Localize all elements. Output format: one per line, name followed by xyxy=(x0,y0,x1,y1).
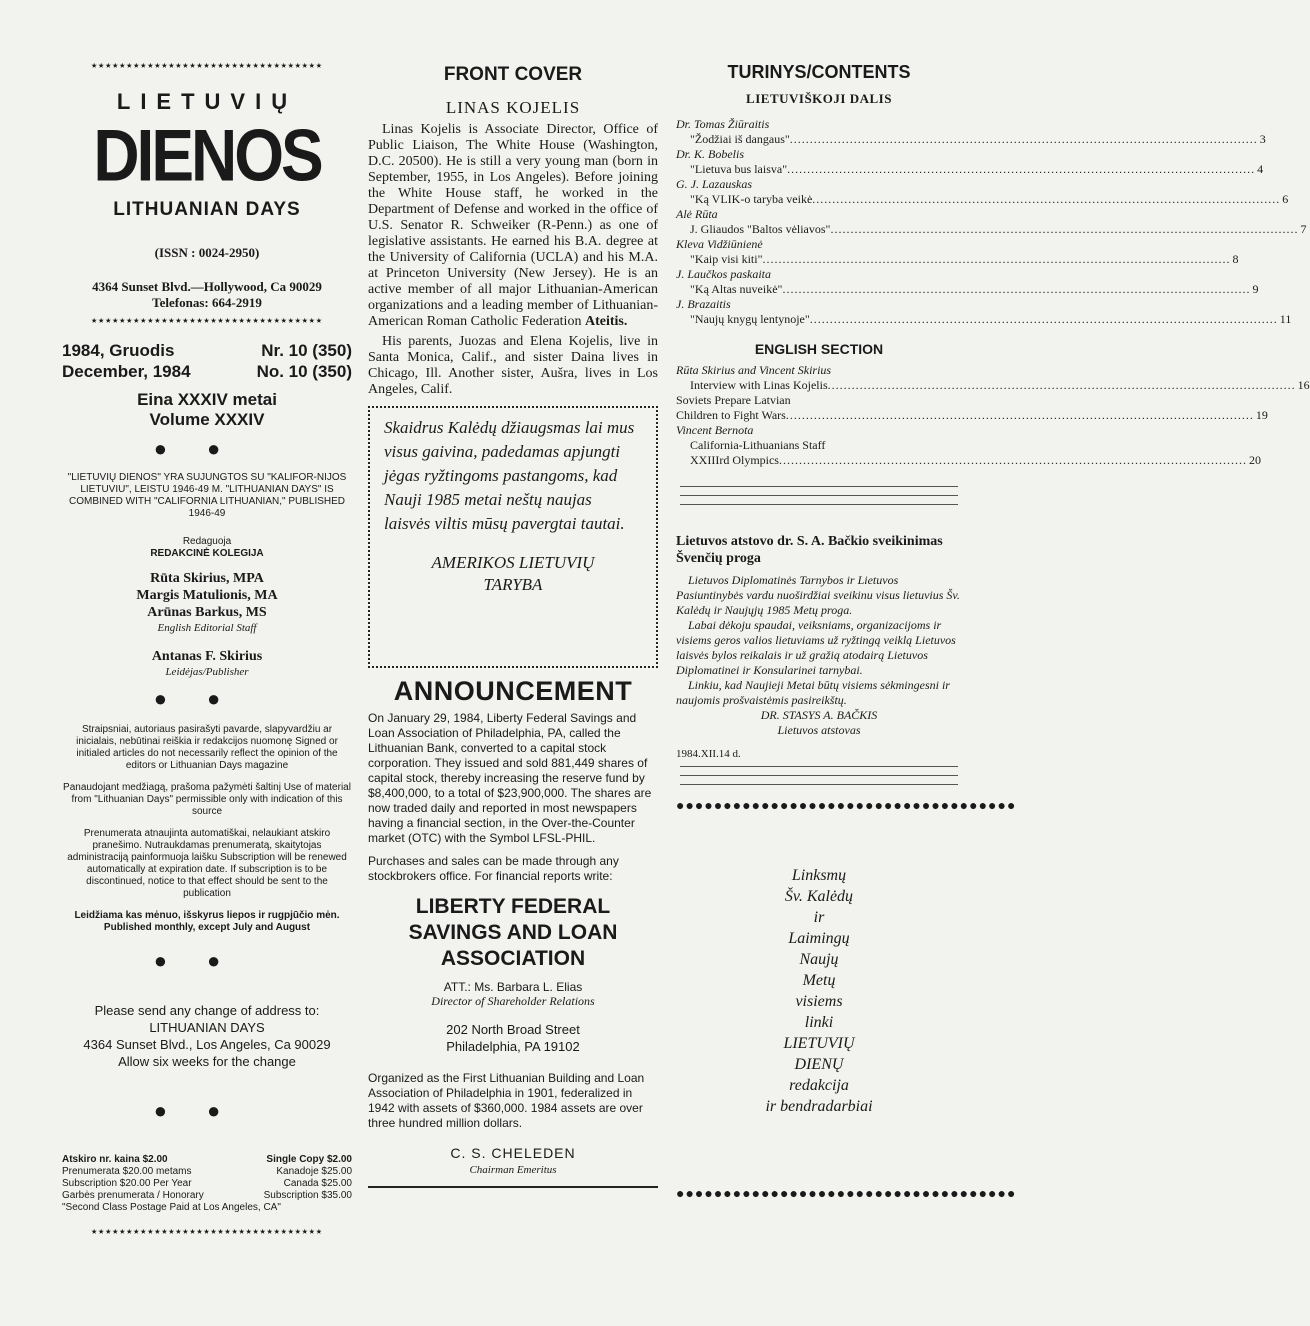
toc-page: 8 xyxy=(1232,252,1239,266)
subscription-note: Prenumerata atnaujinta automatiškai, nelaukiant atskiro pranešimo. Nutraukdamas prenumeratą, skaitytojas administraciją painformuoja laišku Subscription will be renewed automatically at expiration date. If subscription is to be discontinued, notice to that effect should be sent to the publication xyxy=(67,828,347,899)
column-rule xyxy=(368,1186,658,1188)
monthly-note-lt: Leidžiama kas mėnuo, išskyrus liepos ir rugpjūčio mėn. xyxy=(74,910,340,921)
masthead-title-top: LIETUVIŲ xyxy=(116,89,298,114)
price-row xyxy=(62,1154,352,1166)
toc-entry xyxy=(676,207,1307,237)
attention-role: Director of Shareholder Relations xyxy=(431,994,595,1008)
toc-page: 11 xyxy=(1279,312,1292,326)
christmas-line: Naujų xyxy=(799,951,839,968)
price-left: Subscription $20.00 Per Year xyxy=(62,1178,192,1189)
horizontal-rule xyxy=(680,495,958,496)
toc-author: J. Laučkos paskaita xyxy=(676,267,771,281)
staff-role: English Editorial Staff xyxy=(157,622,257,634)
staff-list xyxy=(62,570,352,636)
toc-title: XXIIIrd Olympics xyxy=(690,453,779,467)
christmas-line: Laimingų xyxy=(788,930,850,947)
staff-name: Margis Matulionis, MA xyxy=(136,588,278,603)
toc-page: 6 xyxy=(1282,192,1289,206)
toc-author: Vincent Bernota xyxy=(676,423,754,437)
issue-date-en: December, 1984 xyxy=(62,362,191,381)
address-change-block xyxy=(62,1002,352,1070)
toc-title: "Ką Altas nuveikė" xyxy=(690,282,783,296)
monthly-note-en: Published monthly, except July and August xyxy=(103,922,311,933)
english-section-heading: ENGLISH SECTION xyxy=(754,341,884,357)
announcement-heading: ANNOUNCEMENT xyxy=(393,676,633,706)
dot-divider: ●●●●●●●●●●●●●●●●●●●●●●●●●●●●●●●●●●●● xyxy=(676,797,1017,813)
rule-group xyxy=(676,766,962,785)
christmas-line: Šv. Kalėdų xyxy=(784,888,854,905)
star-divider: ★★★★★★★★★★★★★★★★★★★★★★★★★★★★★★★★★ xyxy=(91,1226,323,1237)
greeting-signature-line: AMERIKOS LIETUVIŲ xyxy=(431,553,595,572)
issue-info xyxy=(62,340,352,382)
envoy-signature: DR. STASYS A. BAČKIS xyxy=(760,708,878,722)
address-change-line: Please send any change of address to: xyxy=(94,1003,320,1018)
envoy-message-paragraph: Labai dėkoju spaudai, veiksniams, organizacijoms ir visiems geros valios lietuviams už ryžtingą veiklą Lietuvos laisvės bylos reikalais ir už gražią atodairą Lietuvos Diplomatinei ir Konsularinei tarnybai. xyxy=(676,618,956,677)
toc-author: G. J. Lazauskas xyxy=(676,177,753,191)
toc-title: "Žodžiai iš dangaus" xyxy=(690,132,790,146)
issue-number-lt: Nr. 10 (350) xyxy=(261,341,352,360)
staff-name: Rūta Skirius, MPA xyxy=(150,571,264,586)
editorial-board: REDAKCINĖ KOLEGIJA xyxy=(150,548,264,559)
price-left: Prenumerata $20.00 metams xyxy=(62,1166,192,1177)
horizontal-rule xyxy=(680,775,958,776)
bullet-divider: ●● xyxy=(153,686,261,711)
price-left: Garbės prenumerata / Honorary xyxy=(62,1190,204,1201)
toc-title: Interview with Linas Kojelis xyxy=(690,378,828,392)
christmas-line: visiems xyxy=(795,993,843,1010)
material-use-note: Panaudojant medžiagą, prašoma pažymėti šaltinį Use of material from "Lithuanian Days" permissible only with indication of this source xyxy=(63,782,351,817)
christmas-line: DIENŲ xyxy=(794,1056,844,1073)
price-row xyxy=(62,1190,352,1202)
greeting-signature-line: TARYBA xyxy=(483,575,543,594)
masthead-subtitle: LITHUANIAN DAYS xyxy=(113,199,301,220)
price-left: Atskiro nr. kaina $2.00 xyxy=(62,1154,168,1165)
toc-author: Alė Rūta xyxy=(676,207,718,221)
phone-line: Telefonas: 664-2919 xyxy=(152,295,262,310)
christmas-line: LIETUVIŲ xyxy=(783,1035,855,1052)
toc-title: Children to Fight Wars xyxy=(676,408,786,422)
christmas-line: Metų xyxy=(802,972,836,989)
masthead-title-big: DIENOS xyxy=(93,113,321,197)
bank-name-line: ASSOCIATION xyxy=(440,947,586,970)
issue-number-en: No. 10 (350) xyxy=(256,362,352,381)
horizontal-rule xyxy=(680,486,958,487)
publisher-block xyxy=(62,648,352,680)
bank-name-line: LIBERTY FEDERAL xyxy=(415,895,611,918)
lithuanian-contents-list xyxy=(676,117,1307,327)
bank-address-line: 202 North Broad Street xyxy=(446,1022,580,1037)
christmas-line: ir xyxy=(813,909,825,926)
issue-date-lt: 1984, Gruodis xyxy=(62,341,175,360)
announcement-paragraph-2: Purchases and sales can be made through any stockbrokers office. For financial reports write: xyxy=(368,854,619,883)
toc-entry xyxy=(676,177,1289,207)
combined-note: "LIETUVIŲ DIENOS" YRA SUJUNGTOS SU "KALIFOR-NIJOS LIETUVIU", LEISTU 1946-49 M. "LITHUANIAN DAYS" IS COMBINED WITH "CALIFORNIA LITHUANIAN," PUBLISHED 1946-49 xyxy=(67,472,347,519)
contents-heading: TURINYS/CONTENTS xyxy=(727,62,911,82)
bank-history: Organized as the First Lithuanian Building and Loan Association of Philadelphia in 1901, federalized in 1942 with assets of $360,000. 1984 assets are over three hundred million dollars. xyxy=(368,1071,645,1130)
toc-entry xyxy=(676,297,1292,327)
cover-announcement-column xyxy=(368,60,658,1188)
greeting-box xyxy=(368,406,658,668)
toc-author: Dr. K. Bobelis xyxy=(676,147,745,161)
horizontal-rule xyxy=(680,784,958,785)
cover-paragraph xyxy=(368,122,658,330)
star-divider: ★★★★★★★★★★★★★★★★★★★★★★★★★★★★★★★★★ xyxy=(91,315,323,326)
star-divider: ★★★★★★★★★★★★★★★★★★★★★★★★★★★★★★★★★ xyxy=(91,60,323,71)
toc-title: "Ką VLIK-o taryba veikė xyxy=(690,192,813,206)
announcement-paragraph: On January 29, 1984, Liberty Federal Savings and Loan Association of Philadelphia, PA, called the Lithuanian Bank, converted to a capital stock corporation. They issued and sold 881,449 shares of capital stock, thereby increasing the reserve fund by $8,400,000, to a total of $23,900,000. The shares are now traded daily and reported in most newspapers having a financial section, in the Over-the-Counter market (OTC) with the Symbol LFSL-PHIL. xyxy=(368,711,652,845)
attention-line: ATT.: Ms. Barbara L. Elias xyxy=(443,980,583,994)
toc-entry xyxy=(676,267,1259,297)
toc-title: "Lietuva bus laisva" xyxy=(690,162,788,176)
envoy-message-title: Lietuvos atstovo dr. S. A. Bačkio sveikinimas Švenčių proga xyxy=(676,534,943,566)
signed-articles-note: Straipsniai, autoriaus pasirašyti pavarde, slapyvardžiu ar inicialais, nebūtinai reiškia ir redakcijos nuomonę Signed or initialed articles do not necessarily reflect the opinion of the editors or Lithuanian Days magazine xyxy=(76,724,338,771)
lithuanian-section-heading: LIETUVIŠKOJI DALIS xyxy=(746,91,892,106)
toc-author: Rūta Skirius and Vincent Skirius xyxy=(676,363,832,377)
envoy-message-date: 1984.XII.14 d. xyxy=(676,748,741,760)
publisher-name: Antanas F. Skirius xyxy=(151,649,263,664)
horizontal-rule xyxy=(680,766,958,767)
toc-entry xyxy=(676,147,1264,177)
toc-page: 3 xyxy=(1259,132,1266,146)
christmas-line: ir bendradarbiai xyxy=(765,1098,873,1115)
bank-name-line: SAVINGS AND LOAN xyxy=(408,921,618,944)
christmas-line: linki xyxy=(804,1014,834,1031)
bullet-divider: ●● xyxy=(153,948,261,973)
bullet-divider: ●● xyxy=(153,436,261,461)
volume-en: Volume XXXIV xyxy=(149,410,265,429)
address-change-name: LITHUANIAN DAYS xyxy=(149,1020,265,1035)
toc-page: 19 xyxy=(1255,408,1268,422)
toc-page: 16 xyxy=(1297,378,1310,392)
toc-entry xyxy=(676,237,1239,267)
cover-paragraph-2: His parents, Juozas and Elena Kojelis, live in Santa Monica, Calif., and sister Daina lives in Chicago, Ill. Another sister, Aušra, lives in Los Angeles, Calif. xyxy=(368,334,658,397)
address-change-note: Allow six weeks for the change xyxy=(118,1054,296,1069)
bank-address-line: Philadelphia, PA 19102 xyxy=(446,1039,580,1054)
toc-author: Kleva Vidžiūnienė xyxy=(676,237,763,251)
issn: (ISSN : 0024-2950) xyxy=(154,245,260,260)
edited-by: Redaguoja xyxy=(182,536,232,547)
address-change-address: 4364 Sunset Blvd., Los Angeles, Ca 90029 xyxy=(83,1037,331,1052)
cover-paragraph-bold: Ateitis. xyxy=(584,314,628,329)
volume xyxy=(62,390,352,430)
bullet-divider: ●● xyxy=(153,1098,261,1123)
cover-person-name: LINAS KOJELIS xyxy=(445,98,581,117)
toc-author: Dr. Tomas Žiūraitis xyxy=(676,117,770,131)
staff-name: Arūnas Barkus, MS xyxy=(147,605,267,620)
price-row xyxy=(62,1178,352,1190)
envoy-title: Lietuvos atstovas xyxy=(777,723,861,737)
price-right: Subscription $35.00 xyxy=(263,1190,352,1201)
envoy-message-paragraph: Linkiu, kad Naujieji Metai būtų visiems sėkmingesni ir naujomis prošvaistėmis pasireikštų. xyxy=(676,678,950,707)
price-right: Single Copy $2.00 xyxy=(266,1154,352,1165)
price-row xyxy=(62,1166,352,1178)
christmas-line: redakcija xyxy=(789,1077,849,1094)
horizontal-rule xyxy=(680,504,958,505)
english-contents-list xyxy=(676,363,1310,468)
dot-divider: ●●●●●●●●●●●●●●●●●●●●●●●●●●●●●●●●●●●● xyxy=(676,1185,1017,1201)
chairman-name: C. S. CHELEDEN xyxy=(450,1145,576,1161)
cover-paragraph-text: Linas Kojelis is Associate Director, Office of Public Liaison, The White House (Washington, D.C. 20500). He is still a very young man (born in September, 1955, in Los Angeles). Before joining the White House staff, he worked in the Department of Defense and worked in the office of U.S. Senator R. Schweiker (R-Penn.) as one of legislative assistants. He earned his B.A. degree at the University of California (UCLA) and his M.A. at Princeton University (New Jersey). He is an active member of all major Lithuanian-American organizations and a leading member of Lithuanian-American Roman Catholic Federation xyxy=(368,122,658,329)
toc-title: Soviets Prepare Latvian xyxy=(676,393,791,407)
toc-title: California-Lithuanians Staff xyxy=(690,438,826,452)
price-right: Canada $25.00 xyxy=(283,1178,352,1189)
volume-lt: Eina XXXIV metai xyxy=(137,390,277,409)
bank-name xyxy=(368,894,658,972)
toc-page: 20 xyxy=(1248,453,1261,467)
price-right: Kanadoje $25.00 xyxy=(276,1166,352,1177)
toc-title: "Kaip visi kiti" xyxy=(690,252,763,266)
contents-column xyxy=(676,60,1310,1201)
toc-page: 9 xyxy=(1252,282,1259,296)
toc-title: J. Gliaudos "Baltos vėliavos" xyxy=(690,222,831,236)
toc-entry xyxy=(676,117,1266,147)
publisher-address xyxy=(62,279,352,311)
christmas-greeting xyxy=(676,865,962,1117)
bank-address xyxy=(368,1021,658,1055)
publisher-role: Leidėjas/Publisher xyxy=(165,666,249,678)
christmas-line: Linksmų xyxy=(791,867,847,884)
toc-page: 7 xyxy=(1300,222,1307,236)
postage-note: "Second Class Postage Paid at Los Angeles, CA" xyxy=(62,1202,281,1213)
chairman-role: Chairman Emeritus xyxy=(469,1164,557,1176)
toc-page: 4 xyxy=(1257,162,1264,176)
rule-group xyxy=(676,486,962,505)
greeting-text: Skaidrus Kalėdų džiaugsmas lai mus visus gaivina, padedamas apjungti jėgas ryžtingoms pastangoms, kad Nauji 1985 metai neštų naujas laisvės viltis mūsų pavergtai tautai. xyxy=(384,418,635,533)
greeting-signature xyxy=(384,552,642,596)
toc-title: "Naujų knygų lentynoje" xyxy=(690,312,810,326)
envoy-message-paragraph: Lietuvos Diplomatinės Tarnybos ir Lietuvos Pasiuntinybės vardu nuoširdžiai sveikinu visus lietuvius Šv. Kalėdų ir Naujųjų 1985 Metų proga. xyxy=(676,573,960,617)
price-table xyxy=(62,1154,352,1214)
front-cover-heading: FRONT COVER xyxy=(443,64,583,85)
masthead-column xyxy=(62,60,352,1237)
toc-author: J. Brazaitis xyxy=(676,297,731,311)
address-line: 4364 Sunset Blvd.—Hollywood, Ca 90029 xyxy=(92,279,322,294)
